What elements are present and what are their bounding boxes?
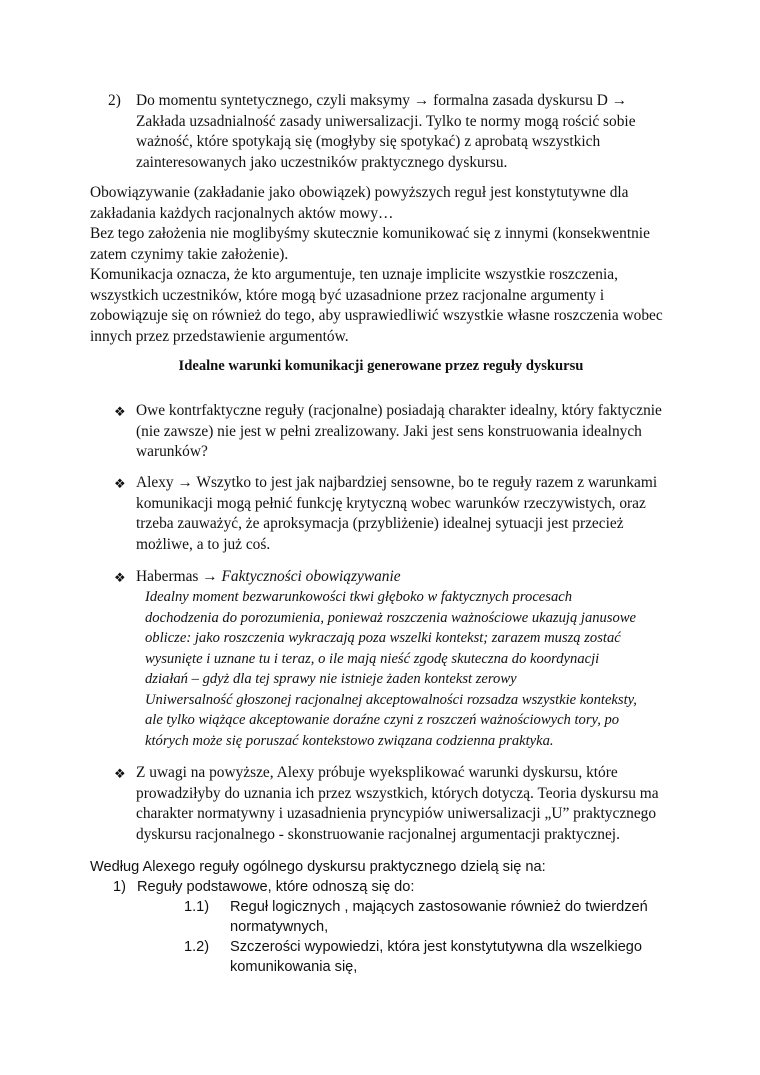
text-line: Owe kontrfaktyczne reguły (racjonalne) posiadają charakter idealny, który faktycznie — [136, 402, 662, 419]
text-line: zatem czynimy takie założenie). — [90, 245, 289, 263]
bullet-item-alexy — [114, 473, 672, 555]
numbered-item-2 — [108, 91, 672, 173]
text-line: Szczerości wypowiedzi, która jest konstytutywna dla wszelkiego — [230, 939, 643, 955]
bullet-item-counterfactual — [114, 401, 672, 463]
item-number: 1) — [113, 879, 126, 895]
quote-line: Uniwersalność głoszonej racjonalnej akceptowalności rozsadza wszystkie konteksty, — [145, 691, 637, 708]
sub-number: 1.2) — [184, 939, 210, 955]
text-line: zainteresowanych jako uczestników praktycznego dyskursu. — [136, 153, 508, 171]
text-line: Z uwagi na powyższe, Alexy próbuje wyeksplikować warunki dyskursu, które — [136, 764, 618, 781]
text-line: zakładania każdych racjonalnych aktów mowy… — [90, 204, 394, 222]
text-line: normatywnych, — [230, 919, 329, 935]
text-line: innych przez przedstawienie argumentów. — [90, 327, 349, 345]
bullet-item-conditions — [114, 763, 672, 845]
item-text: Reguły podstawowe, które odnoszą się do: — [137, 879, 415, 895]
text-line: Obowiązywanie (zakładanie jako obowiązek) powyższych reguł jest konstytutywne dla — [90, 184, 629, 201]
bullet-item-habermas — [114, 567, 672, 588]
text-line: możliwe, a to już coś. — [136, 535, 271, 553]
paragraph-assumption — [90, 224, 672, 265]
text-line: Komunikacja oznacza, że kto argumentuje, ten uznaje implicite wszystkie roszczenia, — [90, 266, 618, 283]
quote-line: dochodzenia do porozumienia, ponieważ roszczenia ważnościowe ukazują janusowe — [145, 609, 637, 626]
text-line: charakter normatywny i uzasadnienia pryncypiów uniwersalizacji „U” praktycznego — [136, 805, 657, 822]
quote-line: działań – gdyż dla tej sprawy nie istnieje żaden kontekst zerowy — [145, 671, 517, 687]
text-line: prowadziłyby do uznania ich przez wszystkich, których dotyczą. Teoria dyskursu ma — [136, 784, 659, 802]
habermas-label: Habermas → — [136, 568, 222, 585]
text-line: komunikowania się, — [230, 959, 358, 975]
sub-item-1-2 — [184, 937, 684, 977]
text-line: (nie zawsze) nie jest w pełni zrealizowany. Jaki jest sens konstruowania idealnych — [136, 422, 642, 440]
section-heading: Idealne warunki komunikacji generowane przez reguły dyskursu — [178, 358, 584, 374]
text-line: wszystkich uczestników, które mogą być uzasadnione przez racjonalne argumenty i — [90, 286, 605, 304]
quote-line: Idealny moment bezwarunkowości tkwi głęboko w faktycznych procesach — [145, 589, 573, 605]
quote-line: oblicze: jako roszczenia wykraczają poza wszelki kontekst; zarazem muszą zostać — [145, 630, 621, 646]
text-line: Reguł logicznych , mających zastosowanie również do twierdzeń — [230, 899, 648, 915]
list-item-1 — [113, 877, 673, 897]
text-line: Bez tego założenia nie moglibyśmy skutecznie komunikować się z innymi (konsekwentnie — [90, 225, 650, 242]
text-line: komunikacji mogą pełnić funkcję krytyczną wobec warunków rzeczywistych, oraz — [136, 494, 646, 512]
sub-item-1-1 — [184, 897, 684, 937]
text-line: Zakłada uzsadnialność zasady uniwersalizacji. Tylko te normy mogą rościć sobie — [136, 112, 636, 130]
sub-number: 1.1) — [184, 899, 210, 915]
text-line: zobowiązuje się on również do tego, aby usprawiedliwić wszystkie własne roszczenia wobec — [90, 307, 663, 324]
rules-intro: Według Alexego reguły ogólnego dyskursu praktycznego dzielą się na: — [90, 859, 546, 875]
text-line: warunków? — [136, 443, 208, 460]
diamond-bullet-icon: ❖ — [114, 404, 126, 419]
item-number: 2) — [108, 92, 121, 109]
paragraph-communication — [90, 265, 672, 347]
text-line: Alexy → Wszytko to jest jak najbardziej sensowne, bo te reguły razem z warunkami — [136, 474, 658, 491]
paragraph-obligation — [90, 183, 672, 224]
diamond-bullet-icon: ❖ — [114, 766, 126, 781]
text-line: trzeba zauważyć, że aproksymacja (przybliżenie) idealnej sytuacji jest przecież — [136, 515, 624, 532]
text-line: dyskursu racjonalnego - skonstruowanie racjonalnej argumentacji praktycznej. — [136, 825, 620, 843]
diamond-bullet-icon: ❖ — [114, 570, 126, 585]
diamond-bullet-icon: ❖ — [114, 476, 126, 491]
quote-line: wysunięte i uznane tu i teraz, o ile mają nieść zgodę skuteczna do koordynacji — [145, 650, 600, 667]
text-line: ważność, które spotykają się (mogłyby się spotykać) z aprobatą wszystkich — [136, 133, 601, 150]
text-line: Do momentu syntetycznego, czyli maksymy → formalna zasada dyskursu D → — [136, 92, 628, 109]
habermas-quote — [145, 587, 672, 751]
quote-line: ale tylko wiążące akceptowanie doraźne czyni z roszczeń ważnościowych tory, po — [145, 712, 620, 728]
quote-line: których może się poruszać kontekstowo związana codzienna praktyka. — [145, 732, 554, 749]
habermas-title: Faktyczności obowiązywanie — [221, 568, 401, 585]
